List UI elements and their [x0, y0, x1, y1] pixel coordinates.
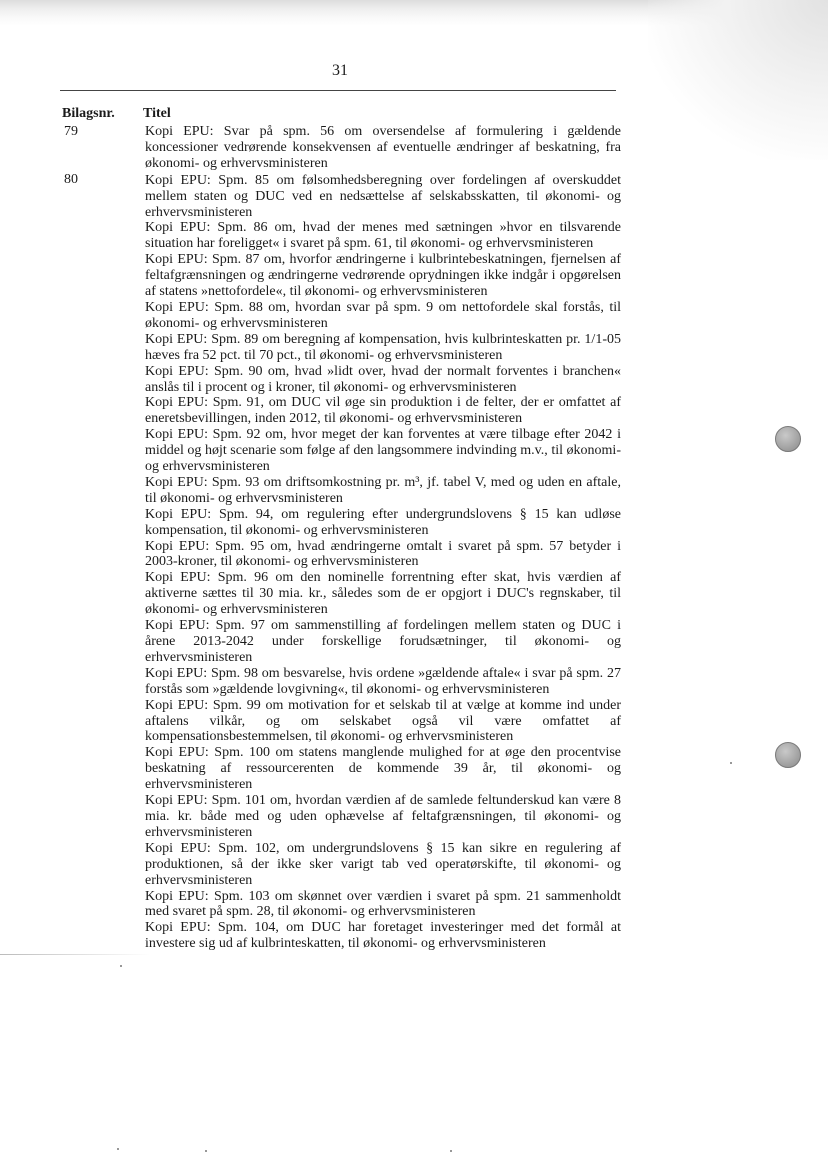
list-item: Kopi EPU: Spm. 100 om statens manglende mulighed for at øge den procentvise beskatning af ressourcerenten de kommende 39 år, til økonomi- og erhvervsministeren — [145, 745, 621, 793]
scan-artifact-line — [0, 954, 150, 955]
scan-shadow-right — [648, 0, 828, 160]
scan-speck — [120, 965, 122, 967]
scan-speck — [205, 1150, 207, 1152]
list-item: Kopi EPU: Spm. 90 om, hvad »lidt over, hvad der normalt forventes i branchen« anslås til i procent og i kroner, til økonomi- og erhvervsministeren — [145, 363, 621, 395]
scan-speck — [450, 1150, 452, 1152]
list-item: Kopi EPU: Spm. 94, om regulering efter undergrundslovens § 15 kan udløse kompensation, til økonomi- og erhvervsministeren — [145, 506, 621, 538]
list-item: Kopi EPU: Spm. 98 om besvarelse, hvis ordene »gældende aftale« i svar på spm. 27 forstås som »gældende lovgivning«, til økonomi- og erhvervsministeren — [145, 665, 621, 697]
header-rule — [60, 90, 616, 91]
punch-hole — [775, 426, 801, 452]
list-item: Kopi EPU: Spm. 96 om den nominelle forrentning efter skat, hvis værdien af aktiverne sættes til 30 mia. kr., således som de er opgjort i DUC's regnskaber, til økonomi- og erhvervsministeren — [145, 570, 621, 618]
list-item: Kopi EPU: Spm. 88 om, hvordan svar på spm. 9 om nettofordele skal forstås, til økonomi- og erhvervsministeren — [145, 299, 621, 331]
list-item: Kopi EPU: Spm. 87 om, hvorfor ændringerne i kulbrintebeskatningen, fjernelsen af feltafgrænsningen og ændringerne vedrørende oprydningen ikke indgår i opgørelsen af statens »nettofordele«, til økonomi- og erhvervsministeren — [145, 252, 621, 300]
punch-hole — [775, 742, 801, 768]
page-number: 31 — [332, 62, 348, 79]
list-item: Kopi EPU: Spm. 93 om driftsomkostning pr. m³, jf. tabel V, med og uden en aftale, til økonomi- og erhvervsministeren — [145, 474, 621, 506]
scan-speck — [730, 762, 732, 764]
list-item: Kopi EPU: Spm. 99 om motivation for et selskab til at vælge at komme ind under aftalens vilkår, og om selskabet også vil være omfattet af kompensationsbestemmelsen, til økonomi- og erhvervsministeren — [145, 697, 621, 745]
list-item: Kopi EPU: Spm. 92 om, hvor meget der kan forventes at være tilbage efter 2042 i middel og højt scenarie som følge af den langsommere indvinding m.v., til økonomi- og erhvervsministeren — [145, 427, 621, 475]
list-item: Kopi EPU: Svar på spm. 56 om oversendelse af formulering i gældende koncessioner vedrørende konsekvensen af eventuelle ændringer af beskatning, fra økonomi- og erhvervsministeren — [145, 124, 621, 171]
list-item: Kopi EPU: Spm. 97 om sammenstilling af fordelingen mellem staten og DUC i årene 2013-2042 under forskellige forudsætninger, til økonomi- og erhvervsministeren — [145, 618, 621, 665]
column-header-titel: Titel — [143, 106, 171, 121]
list-item: Kopi EPU: Spm. 89 om beregning af kompensation, hvis kulbrinteskatten pr. 1/1-05 hæves fra 52 pct. til 70 pct., til økonomi- og erhvervsministeren — [145, 331, 621, 363]
entries-list — [145, 124, 621, 952]
entry-number: 80 — [64, 172, 78, 187]
list-item: Kopi EPU: Spm. 86 om, hvad der menes med sætningen »hvor en tilsvarende situation har foreligget« i svaret på spm. 61, til økonomi- og erhvervsministeren — [145, 220, 621, 252]
list-item: Kopi EPU: Spm. 101 om, hvordan værdien af de samlede feltunderskud kan være 8 mia. kr. både med og uden ophævelse af feltafgrænsningen, til økonomi- og erhvervsministeren — [145, 793, 621, 840]
list-item: Kopi EPU: Spm. 95 om, hvad ændringerne omtalt i svaret på spm. 57 betyder i 2003-kroner, til økonomi- og erhvervsministeren — [145, 538, 621, 570]
list-item: Kopi EPU: Spm. 103 om skønnet over værdien i svaret på spm. 21 sammenholdt med svaret på spm. 28, til økonomi- og erhvervsministeren — [145, 888, 621, 920]
list-item: Kopi EPU: Spm. 85 om følsomhedsberegning over fordelingen af overskuddet mellem staten og DUC ved en nedsættelse af selskabsskatten, til økonomi- og erhvervsministeren — [145, 172, 621, 220]
column-header-bilagsnr: Bilagsnr. — [62, 106, 115, 121]
list-item: Kopi EPU: Spm. 91, om DUC vil øge sin produktion i de felter, der er omfattet af eneretsbevillingen, inden 2012, til økonomi- og erhvervsministeren — [145, 395, 621, 427]
list-item: Kopi EPU: Spm. 104, om DUC har foretaget investeringer med det formål at investere sig ud af kulbrinteskatten, til økonomi- og erhvervsministeren — [145, 920, 621, 952]
scan-speck — [117, 1148, 119, 1150]
entry-number: 79 — [64, 124, 78, 139]
list-item: Kopi EPU: Spm. 102, om undergrundslovens § 15 kan sikre en regulering af produktionen, så der ikke sker varigt tab ved operatørskifte, til økonomi- og erhvervsministeren — [145, 840, 621, 888]
